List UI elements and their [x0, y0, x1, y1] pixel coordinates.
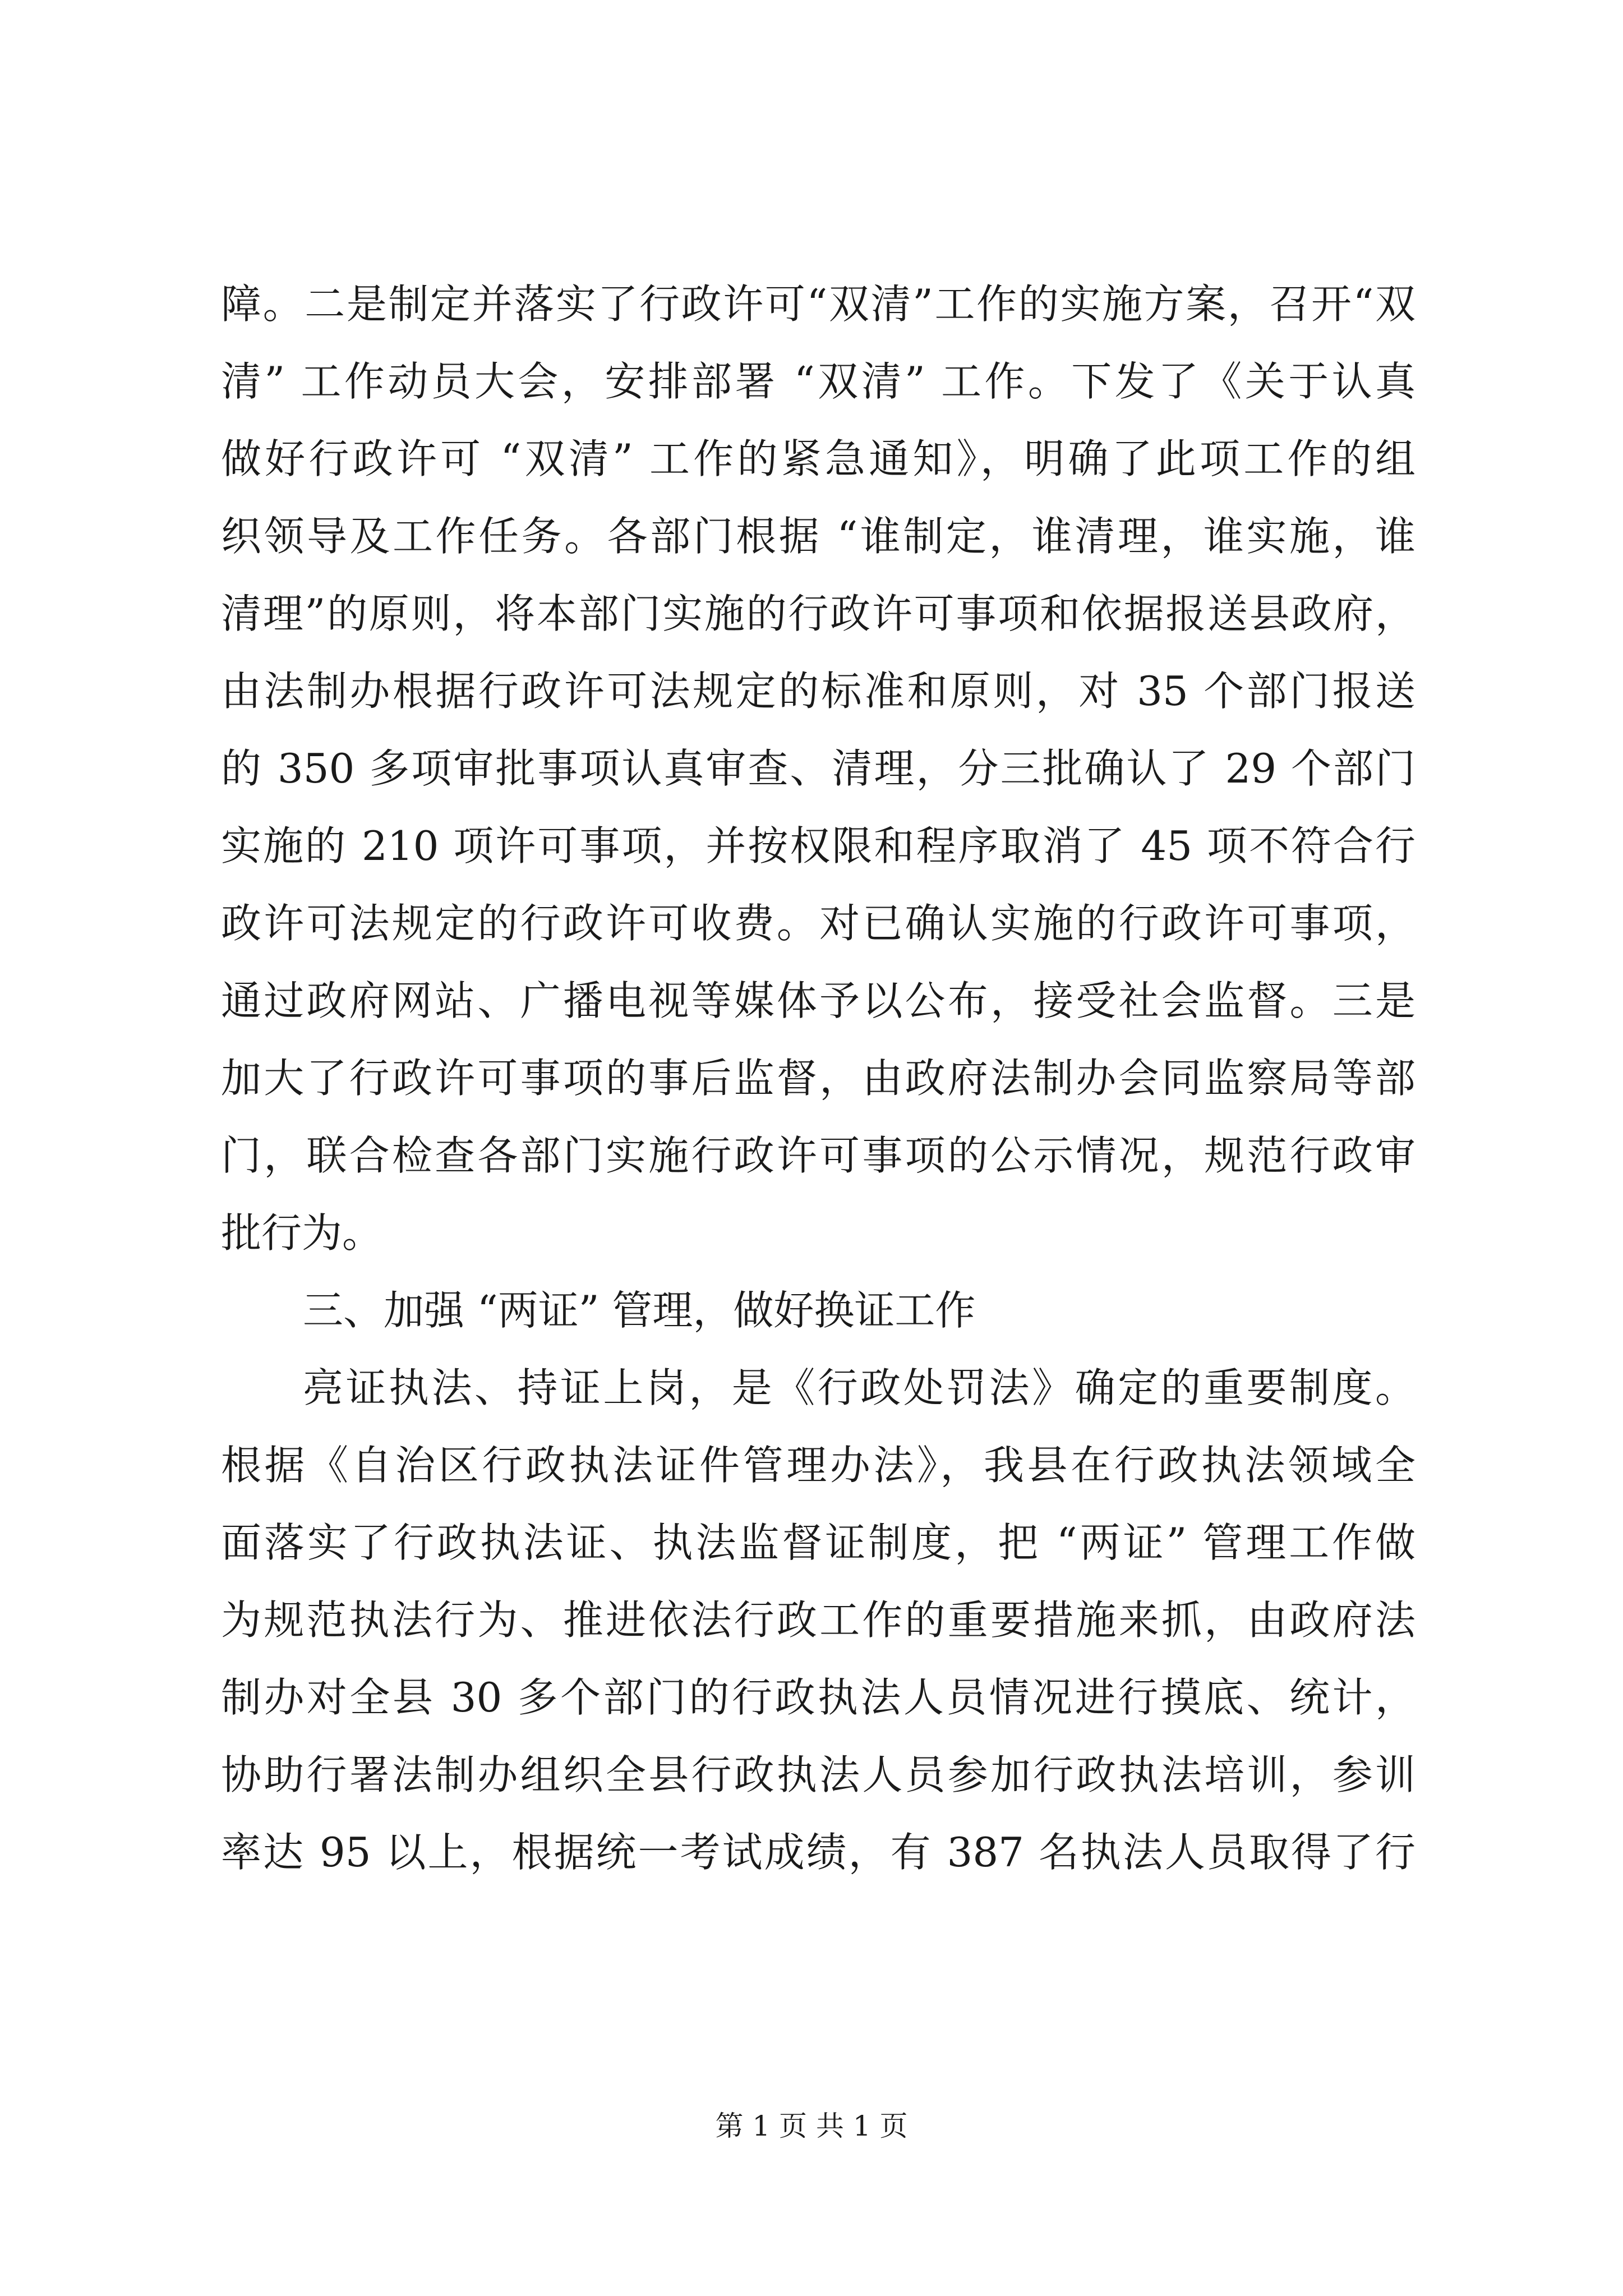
paragraph-line: 政许可法规定的行政许可收费。对已确认实施的行政许可事项，: [221, 900, 1415, 947]
paragraph-line: 织领导及工作任务。各部门根据 “谁制定，谁清理，谁实施，谁: [221, 513, 1415, 560]
paragraph-line: 的 350 多项审批事项认真审查、清理，分三批确认了 29 个部门: [221, 745, 1415, 792]
paragraph-line: 面落实了行政执法证、执法监督证制度，把 “两证” 管理工作做: [221, 1519, 1415, 1566]
paragraph-line: 制办对全县 30 多个部门的行政执法人员情况进行摸底、统计，: [221, 1674, 1415, 1721]
paragraph-line: 亮证执法、持证上岗，是《行政处罚法》确定的重要制度。: [303, 1364, 1415, 1411]
paragraph-line: 率达 95 以上，根据统一考试成绩，有 387 名执法人员取得了行: [221, 1829, 1415, 1876]
paragraph-line: 实施的 210 项许可事项，并按权限和程序取消了 45 项不符合行: [221, 822, 1415, 869]
paragraph-line: 为规范执法行为、推进依法行政工作的重要措施来抓，由政府法: [221, 1596, 1415, 1644]
paragraph-line: 障。二是制定并落实了行政许可“双清”工作的实施方案，召开“双: [221, 280, 1415, 328]
paragraph-line: 清理”的原则，将本部门实施的行政许可事项和依据报送县政府，: [221, 590, 1415, 637]
section-heading: 三、加强 “两证” 管理，做好换证工作: [303, 1287, 976, 1334]
paragraph-line: 通过政府网站、广播电视等媒体予以公布，接受社会监督。三是: [221, 977, 1415, 1024]
paragraph-line: 门，联合检查各部门实施行政许可事项的公示情况，规范行政审: [221, 1132, 1415, 1179]
paragraph-line: 根据《自治区行政执法证件管理办法》，我县在行政执法领域全: [221, 1442, 1415, 1489]
page-number-footer: 第 1 页 共 1 页: [715, 2110, 908, 2142]
paragraph-line: 协助行署法制办组织全县行政执法人员参加行政执法培训，参训: [221, 1751, 1415, 1798]
paragraph-line: 由法制办根据行政许可法规定的标准和原则，对 35 个部门报送: [221, 668, 1415, 715]
paragraph-line: 加大了行政许可事项的事后监督，由政府法制办会同监察局等部: [221, 1055, 1415, 1102]
paragraph-line: 批行为。: [221, 1209, 383, 1257]
paragraph-line: 做好行政许可 “双清” 工作的紧急通知》，明确了此项工作的组: [221, 435, 1415, 482]
paragraph-line: 清” 工作动员大会，安排部署 “双清” 工作。下发了《关于认真: [221, 358, 1415, 405]
